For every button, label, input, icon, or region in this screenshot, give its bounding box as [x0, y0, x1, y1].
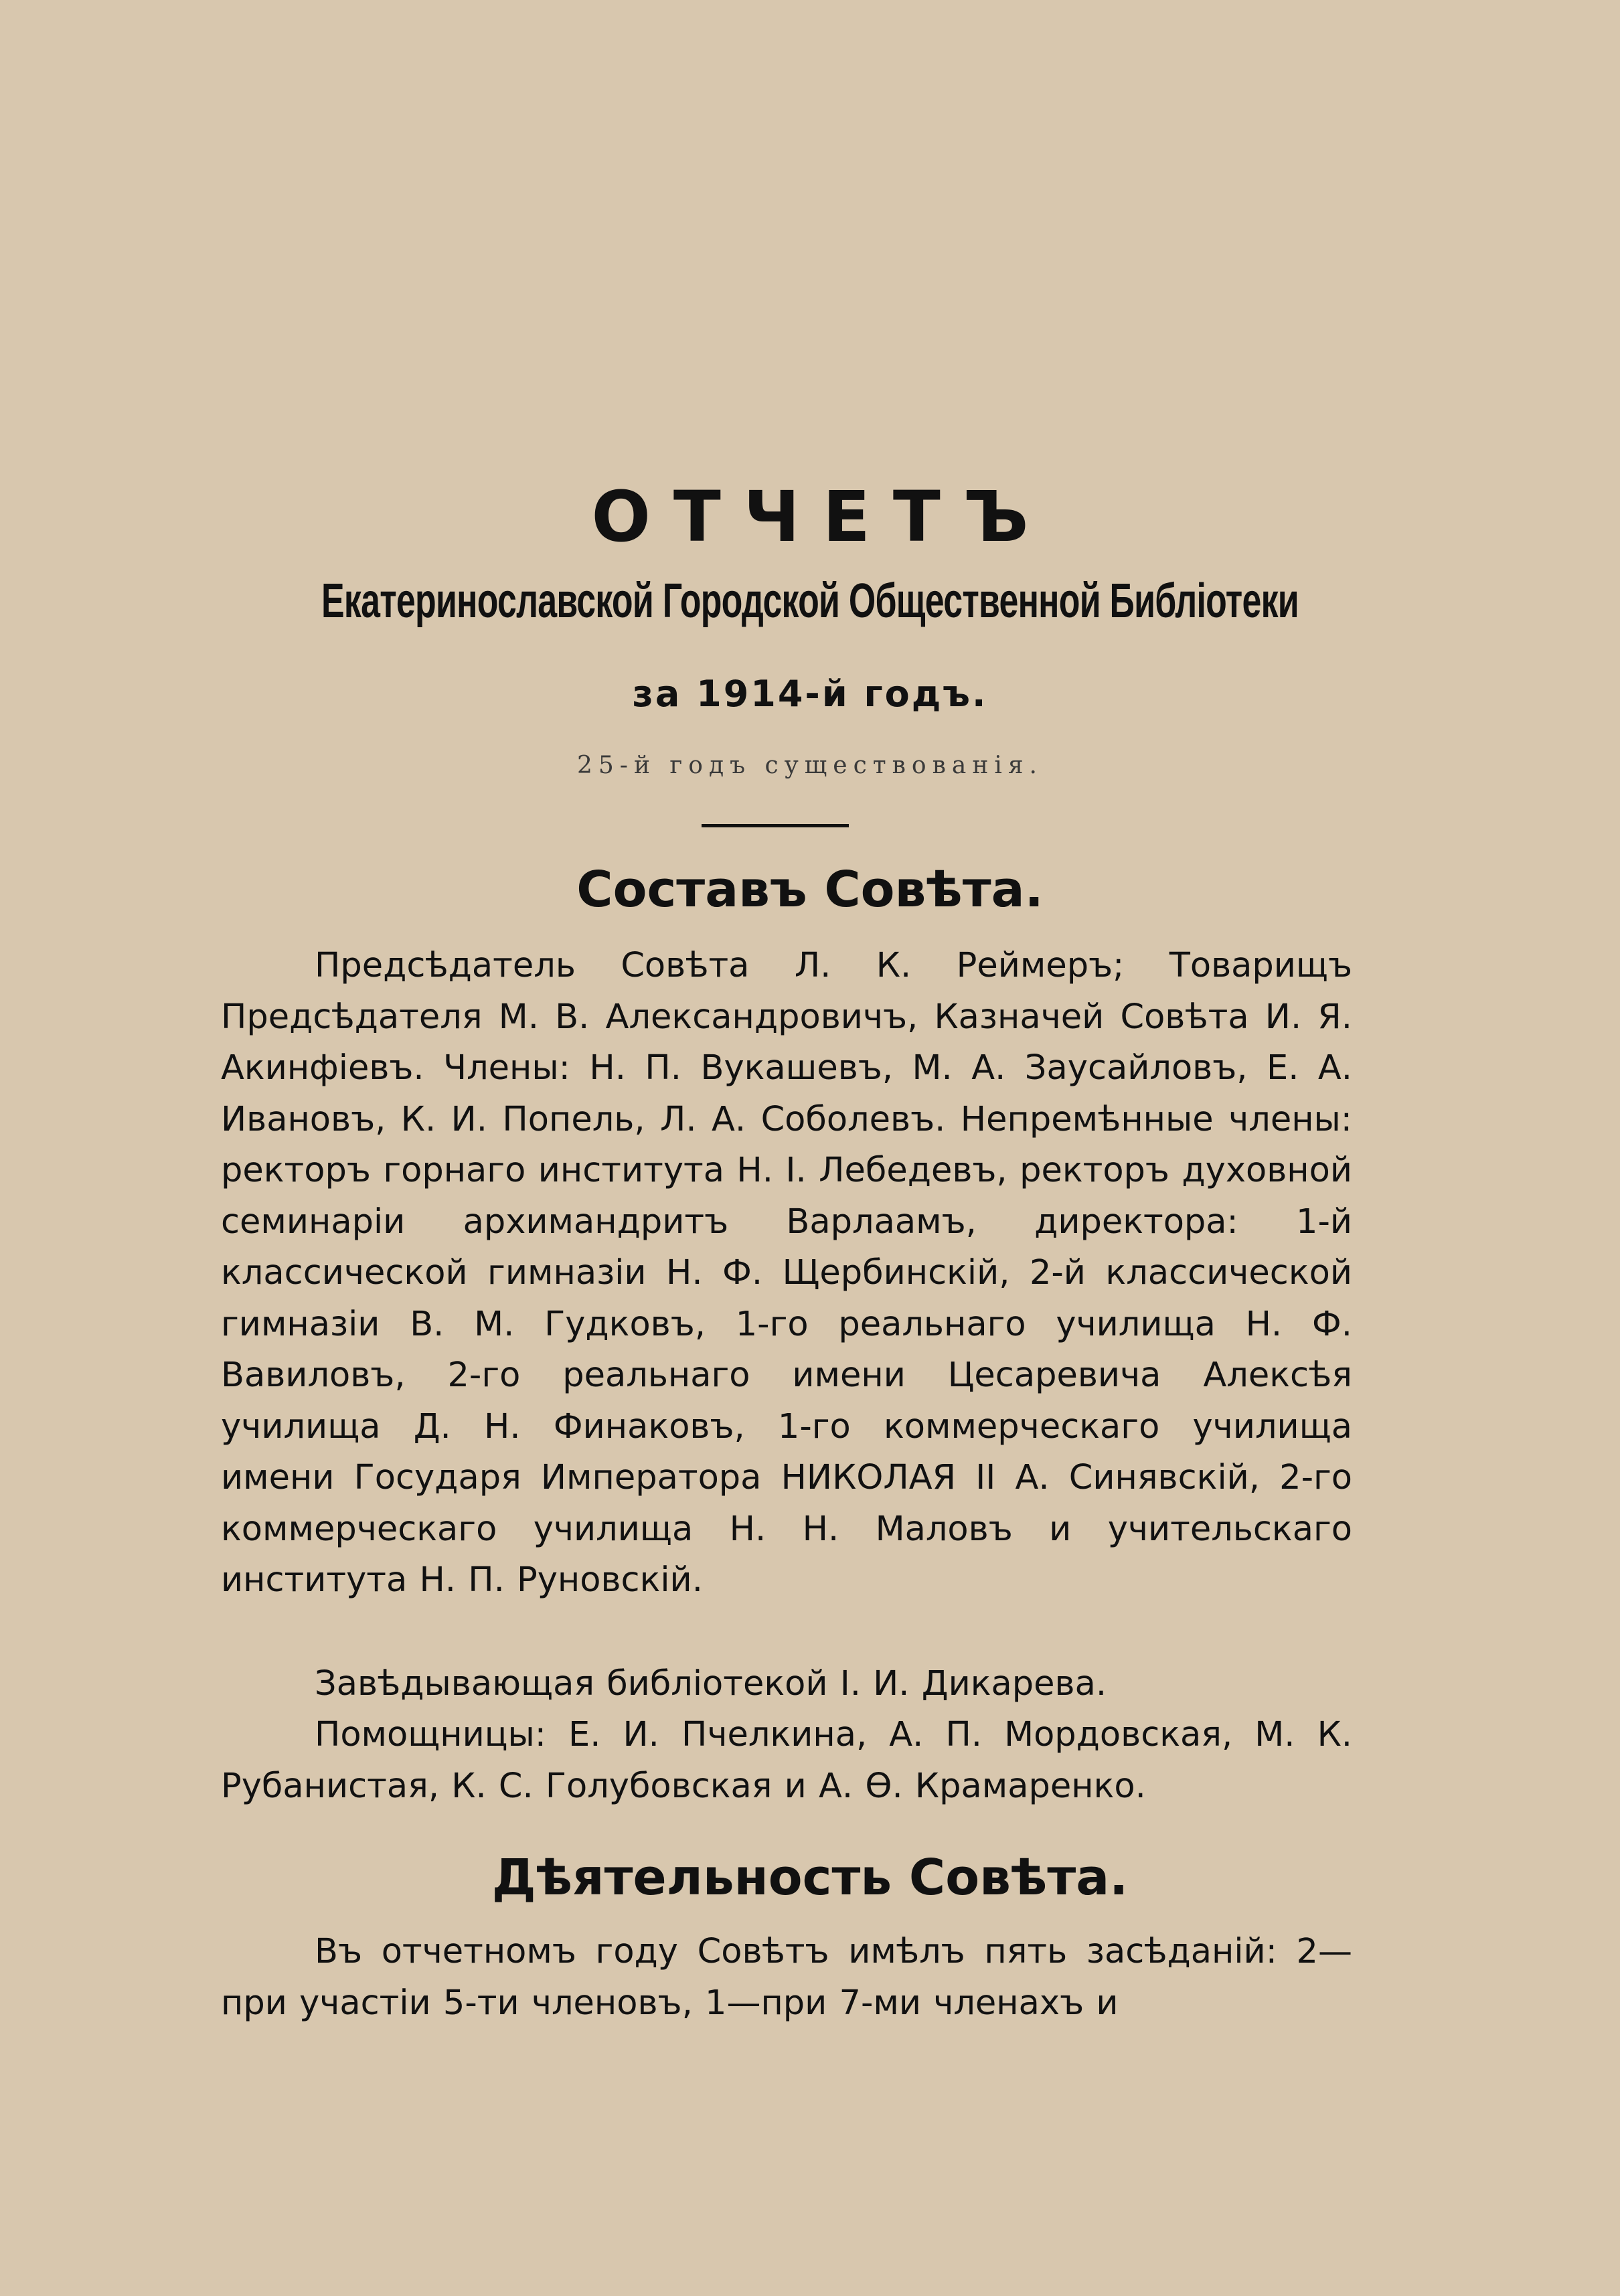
report-title: ОТЧЕТЪ	[591, 476, 1052, 558]
report-year-line: за 1914-й годъ.	[632, 673, 988, 715]
council-composition-heading: Составъ Совѣта.	[576, 861, 1044, 918]
council-members-paragraph: Предсѣдатель Совѣта Л. К. Реймеръ; Товарищъ Предсѣдателя М. В. Александровичъ, Казначей Совѣта И. Я. Акинфіевъ. Члены: Н. П. Вукашевъ, М. А. Заусайловъ, Е. А. Ивановъ, К. И. Попель, Л. А. Соболевъ. Непремѣнные члены: ректоръ горнаго института Н. І. Лебедевъ, ректоръ духовной семинаріи архимандритъ Варлаамъ, директора: 1-й классической гимназіи Н. Ф. Щербинскій, 2-й классической гимназіи В. М. Гудковъ, 1-го реальнаго училища Н. Ф. Вавиловъ, 2-го реальнаго имени Цесаревича Алексѣя училища Д. Н. Финаковъ, 1-го коммерческаго училища имени Государя Императора НИКОЛАЯ II А. Синявскій, 2-го коммерческаго училища Н. Н. Маловъ и учительскаго института Н. П. Руновскій.	[221, 946, 1352, 1600]
library-manager-paragraph: Завѣдывающая библіотекой І. И. Дикарева.	[315, 1664, 1107, 1704]
council-activity-heading: Дѣятельность Совѣта.	[491, 1849, 1129, 1906]
library-name-subtitle: Екатеринославской Городской Общественной Библіотеки	[321, 574, 1299, 628]
council-activity-paragraph: Въ отчетномъ году Совѣтъ имѣлъ пять засѣданій: 2—при участіи 5-ти членовъ, 1—при 7-ми членахъ и	[221, 1932, 1352, 2023]
assistants-paragraph: Помощницы: Е. И. Пчелкина, А. П. Мордовская, М. К. Рубанистая, К. С. Голубовская и А. Ѳ. Крамаренко.	[221, 1715, 1352, 1806]
existence-year-line: 25-й годъ существованія.	[577, 752, 1043, 779]
title-divider-rule	[702, 824, 849, 827]
